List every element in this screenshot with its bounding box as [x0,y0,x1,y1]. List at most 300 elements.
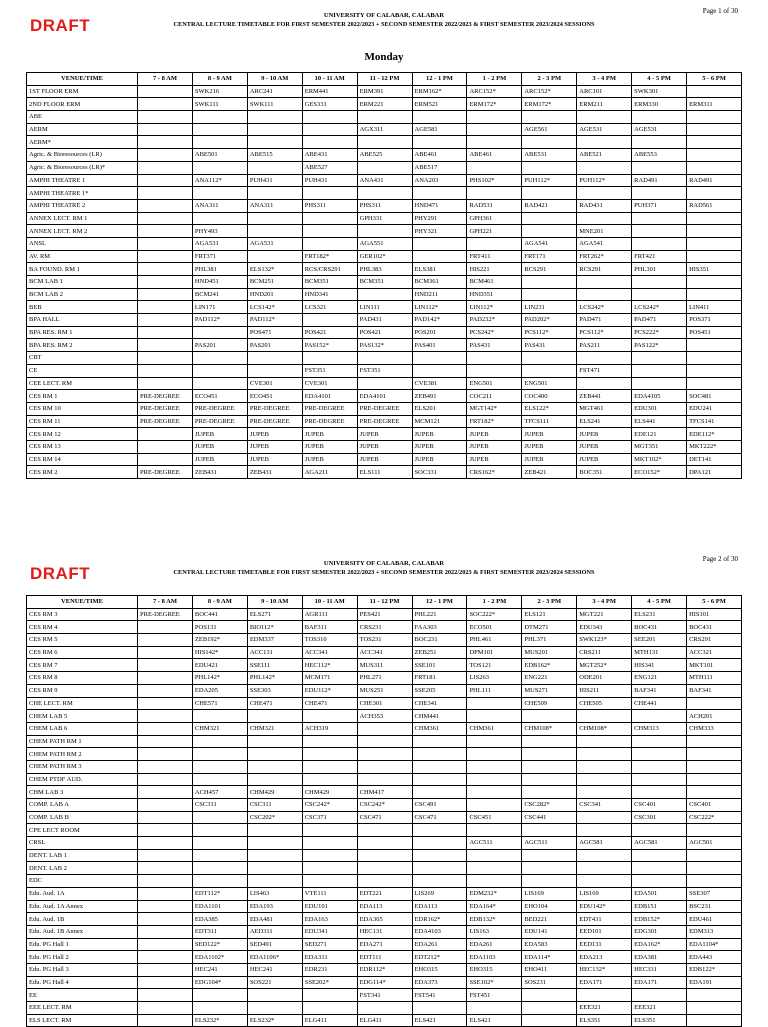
table-row [27,174,742,187]
course-cell: DET141 [687,453,742,466]
table-row [27,187,742,200]
course-cell [138,85,193,98]
course-cell: AGC581 [632,837,687,850]
venue-cell: CES RM 8 [27,672,138,685]
course-cell [687,288,742,301]
course-cell [192,837,247,850]
course-cell: RAD491 [687,174,742,187]
course-cell: PAS201 [192,339,247,352]
course-cell: PES421 [357,608,412,621]
table-row [27,428,742,441]
column-header-time: 1 - 2 PM [467,596,522,609]
table-row [27,900,742,913]
course-cell [138,875,193,888]
course-cell: EDA114* [522,951,577,964]
course-cell: RCS291 [522,263,577,276]
course-cell: ENG501 [467,377,522,390]
course-cell: CRS211 [577,646,632,659]
course-cell: MKT102* [632,453,687,466]
course-cell [302,824,357,837]
table-row [27,862,742,875]
university-name: UNIVERSITY OF CALABAR, CALABAR [323,12,445,19]
course-cell [522,136,577,149]
course-cell: TOS310 [302,634,357,647]
venue-cell: DENT. LAB 1 [27,849,138,862]
table-row [27,913,742,926]
course-cell [632,111,687,124]
course-cell: SSE102* [467,976,522,989]
course-cell [522,212,577,225]
course-cell [357,760,412,773]
course-cell: AGC581 [577,837,632,850]
course-cell: PHL142* [192,672,247,685]
course-cell: PAS401 [412,339,467,352]
course-cell: LIN411 [687,301,742,314]
course-cell: ACH201 [687,710,742,723]
course-cell: FRT262* [577,250,632,263]
table-row [27,250,742,263]
course-cell: EDT212* [412,951,467,964]
course-cell: ELS232* [247,1014,302,1027]
course-cell [247,123,302,136]
course-cell [192,161,247,174]
course-cell: FRT411 [467,250,522,263]
table-row [27,453,742,466]
course-cell: EDU241 [687,402,742,415]
venue-cell: CES RM 1 [27,390,138,403]
table-row [27,684,742,697]
course-cell [687,735,742,748]
course-cell: TFCS141 [687,415,742,428]
course-cell [247,225,302,238]
course-cell: EDU341 [302,925,357,938]
course-cell: SSE101 [412,659,467,672]
course-cell [247,136,302,149]
course-cell [687,748,742,761]
course-cell: MCM121 [412,415,467,428]
course-cell: BOC351 [577,466,632,479]
course-cell [357,773,412,786]
course-cell [247,212,302,225]
course-cell [522,352,577,365]
course-cell [302,237,357,250]
course-cell: MGT221 [577,608,632,621]
course-cell [522,989,577,1002]
course-cell: EDB162* [522,659,577,672]
course-cell [412,1002,467,1015]
course-cell: EDG104* [192,976,247,989]
course-cell: POS421 [302,326,357,339]
venue-cell: CES RM 14 [27,453,138,466]
course-cell: PHL271 [357,672,412,685]
page-number: Page 1 of 30 [702,7,738,15]
course-cell: FRT371 [192,250,247,263]
course-cell: SOS231 [522,976,577,989]
course-cell: EDU301 [632,402,687,415]
course-cell: HEC132* [577,963,632,976]
course-cell: ELS241 [577,415,632,428]
course-cell [302,849,357,862]
table-row [27,634,742,647]
course-cell: RAD491 [632,174,687,187]
course-cell [138,428,193,441]
course-cell [577,786,632,799]
course-cell [577,377,632,390]
course-cell: PRE-DEGREE [247,402,302,415]
table-row [27,824,742,837]
course-cell [138,799,193,812]
course-cell: PAS431 [522,339,577,352]
venue-cell: DENT. LAB 2 [27,862,138,875]
course-cell [412,250,467,263]
course-cell [577,212,632,225]
course-cell: CHM417 [357,786,412,799]
course-cell [687,1014,742,1027]
course-cell [687,339,742,352]
course-cell [632,352,687,365]
course-cell [522,1002,577,1015]
course-cell [577,288,632,301]
course-cell [357,225,412,238]
course-cell: ZEB431 [192,466,247,479]
table-row [27,352,742,365]
course-cell [138,174,193,187]
course-cell [138,621,193,634]
course-cell: EDB151 [632,900,687,913]
course-cell: EDU343 [577,621,632,634]
course-cell [302,875,357,888]
course-cell [192,212,247,225]
course-cell: HEC241 [247,963,302,976]
course-cell [192,760,247,773]
venue-cell: EDC [27,875,138,888]
course-cell [467,237,522,250]
course-cell: CHE471 [247,697,302,710]
course-cell: AED311 [247,925,302,938]
course-cell [138,963,193,976]
venue-cell: ANNEX LECT. RM 2 [27,225,138,238]
course-cell [687,225,742,238]
course-cell: ELS232* [192,1014,247,1027]
course-cell: AGC501 [687,837,742,850]
course-cell: ACC131 [247,646,302,659]
timetable-subtitle: CENTRAL LECTURE TIMETABLE FOR FIRST SEMESTER 2022/2023 + SECOND SEMESTER 2022/2023 & FIRST SEMESTER 2023/2024 SESSIONS [173,569,595,576]
course-cell [357,187,412,200]
course-cell: PUH431 [247,174,302,187]
course-cell: JUPEB [247,453,302,466]
column-header-time: 10 - 11 AM [302,73,357,86]
course-cell: SOC481 [687,390,742,403]
course-cell: ABE531 [522,149,577,162]
course-cell: SWK216 [192,85,247,98]
course-cell: PRE-DEGREE [357,402,412,415]
course-cell [357,735,412,748]
course-cell [522,288,577,301]
course-cell: MUS311 [357,659,412,672]
course-cell [302,710,357,723]
course-cell: ERM162* [412,85,467,98]
course-cell [577,161,632,174]
course-cell [247,187,302,200]
course-cell: FST541 [412,989,467,1002]
course-cell [138,1014,193,1027]
course-cell [247,161,302,174]
course-cell: EDA193 [247,900,302,913]
course-cell: BAF341 [687,684,742,697]
course-cell: HND341 [302,288,357,301]
course-cell: PRE-DEGREE [357,415,412,428]
course-cell [577,989,632,1002]
course-cell [138,276,193,289]
course-cell: AGA531 [192,237,247,250]
course-cell: ANA311 [247,199,302,212]
course-cell: SSE307 [687,887,742,900]
course-cell [357,111,412,124]
course-cell: CSC242* [357,799,412,812]
course-cell: EEE321 [577,1002,632,1015]
venue-cell: BCM LAB 1 [27,276,138,289]
course-cell: EEE321 [632,1002,687,1015]
course-cell [357,288,412,301]
course-cell: BAF311 [302,621,357,634]
course-cell: ABE521 [577,149,632,162]
course-cell [632,735,687,748]
venue-cell: Edu. Aud. 1A [27,887,138,900]
course-cell: ELS231 [632,608,687,621]
course-cell [577,875,632,888]
course-cell: FST341 [357,989,412,1002]
course-cell: EDE121 [632,428,687,441]
header-row [27,596,742,609]
course-cell: CSC301 [632,811,687,824]
course-cell: LIN171 [192,301,247,314]
course-cell [687,773,742,786]
course-cell: EDA164* [467,900,522,913]
column-header-time: 4 - 5 PM [632,73,687,86]
course-cell: FRT182* [467,415,522,428]
course-cell: EDG114* [357,976,412,989]
course-cell: EDA162* [632,938,687,951]
course-cell [138,887,193,900]
draft-stamp: DRAFT [30,564,91,583]
course-cell: LIS163 [467,925,522,938]
course-cell: POS471 [247,326,302,339]
course-cell: EDA1106* [247,951,302,964]
course-cell [412,837,467,850]
table-row [27,1014,742,1027]
course-cell: SED491 [247,938,302,951]
course-cell: MUS201 [522,646,577,659]
course-cell: PRE-DEGREE [138,415,193,428]
course-cell [192,748,247,761]
course-cell: HIS341 [632,659,687,672]
table-row [27,161,742,174]
course-cell: PAD202* [522,314,577,327]
course-cell: HND451 [192,276,247,289]
course-cell [632,187,687,200]
venue-cell: Edu. Aud. 1B Annex [27,925,138,938]
course-cell: CSC491 [412,799,467,812]
course-cell [138,760,193,773]
course-cell [247,352,302,365]
column-header-time: 3 - 4 PM [577,596,632,609]
course-cell: BOC431 [687,621,742,634]
course-cell: PAS132* [357,339,412,352]
course-cell [467,862,522,875]
course-cell: AGA541 [577,237,632,250]
column-header-time: 9 - 10 AM [247,596,302,609]
course-cell: SOC331 [412,466,467,479]
course-cell: ARC101 [577,85,632,98]
course-cell: ENG221 [522,672,577,685]
course-cell [138,377,193,390]
course-cell: PHL142* [247,672,302,685]
course-cell [192,824,247,837]
course-cell [138,989,193,1002]
course-cell: ELS122* [522,402,577,415]
course-cell [247,250,302,263]
course-cell [302,136,357,149]
course-cell [467,352,522,365]
table-row [27,735,742,748]
course-cell: ANA203 [412,174,467,187]
course-cell: CVE301 [247,377,302,390]
table-row [27,123,742,136]
course-cell: TFCS111 [522,415,577,428]
course-cell: CVE381 [412,377,467,390]
course-cell: EDB152* [632,913,687,926]
course-cell [247,735,302,748]
venue-cell: Edu. PG Hall 3 [27,963,138,976]
course-cell: TOS231 [357,634,412,647]
course-cell: ELS351 [632,1014,687,1027]
course-cell [138,149,193,162]
course-cell [687,364,742,377]
course-cell: PRE-DEGREE [247,415,302,428]
course-cell: COC211 [467,390,522,403]
course-cell [138,161,193,174]
course-cell: LCS321 [302,301,357,314]
course-cell [687,212,742,225]
course-cell: ERM441 [302,85,357,98]
table-row [27,710,742,723]
course-cell: EDA171 [632,976,687,989]
course-cell: HIS221 [467,263,522,276]
venue-cell: CEE LECT. RM [27,377,138,390]
course-cell: GES331 [302,98,357,111]
course-cell [522,735,577,748]
course-cell [302,111,357,124]
course-cell: ACH319 [302,722,357,735]
course-cell: EHO315 [467,963,522,976]
course-cell: CHM429 [247,786,302,799]
table-row [27,608,742,621]
table-row [27,773,742,786]
course-cell [632,875,687,888]
course-cell: ZEB491 [412,390,467,403]
course-cell [138,136,193,149]
course-cell [138,900,193,913]
course-cell [577,111,632,124]
course-cell [467,136,522,149]
course-cell: SSE111 [247,659,302,672]
course-cell: MUS271 [522,684,577,697]
course-cell: EDA4101 [302,390,357,403]
course-cell: ABE431 [302,149,357,162]
course-cell: ELS111 [357,466,412,479]
venue-cell: BPA RES. RM 1 [27,326,138,339]
course-cell: JUPEB [247,440,302,453]
course-cell [632,237,687,250]
course-cell: CHE505 [577,697,632,710]
course-cell: RAD561 [687,199,742,212]
course-cell: HIS101 [687,608,742,621]
course-cell: FST351 [357,364,412,377]
course-cell: HEC131 [357,925,412,938]
course-cell: ENG501 [522,377,577,390]
course-cell: EDU461 [687,913,742,926]
course-cell [138,364,193,377]
course-cell: EDA373 [412,976,467,989]
course-cell: CHM441 [412,710,467,723]
course-cell [467,799,522,812]
course-cell [302,735,357,748]
course-cell: HND471 [412,199,467,212]
course-cell: CHM321 [247,722,302,735]
course-cell [577,824,632,837]
venue-cell: CHE LECT. RM [27,697,138,710]
course-cell: JUPEB [522,453,577,466]
table-row [27,887,742,900]
course-cell: BOC441 [192,608,247,621]
course-cell [247,875,302,888]
course-cell [687,136,742,149]
course-cell: EDA385 [192,913,247,926]
course-cell [138,199,193,212]
course-cell [192,136,247,149]
course-cell [138,326,193,339]
course-cell [467,187,522,200]
course-cell: HEC241 [192,963,247,976]
course-cell: BIO112* [247,621,302,634]
course-cell: PRE-DEGREE [138,466,193,479]
course-cell: ZEB421 [522,466,577,479]
venue-cell: ELS LECT. RM [27,1014,138,1027]
course-cell: SSE205 [412,684,467,697]
course-cell [522,225,577,238]
course-cell [467,364,522,377]
venue-cell: BEB [27,301,138,314]
course-cell [357,849,412,862]
course-cell: MGT351 [632,440,687,453]
course-cell [357,862,412,875]
table-row [27,951,742,964]
course-cell: PRE-DEGREE [138,608,193,621]
column-header-time: 2 - 3 PM [522,596,577,609]
course-cell: PAD431 [357,314,412,327]
page-number: Page 2 of 30 [702,555,738,563]
course-cell: PHL383 [357,263,412,276]
course-cell [302,212,357,225]
course-cell: JUPEB [467,428,522,441]
course-cell [522,773,577,786]
course-cell: MCM171 [302,672,357,685]
course-cell [192,111,247,124]
course-cell: PRE-DEGREE [138,390,193,403]
course-cell [577,760,632,773]
course-cell: ELG411 [302,1014,357,1027]
course-cell: ANA431 [357,174,412,187]
